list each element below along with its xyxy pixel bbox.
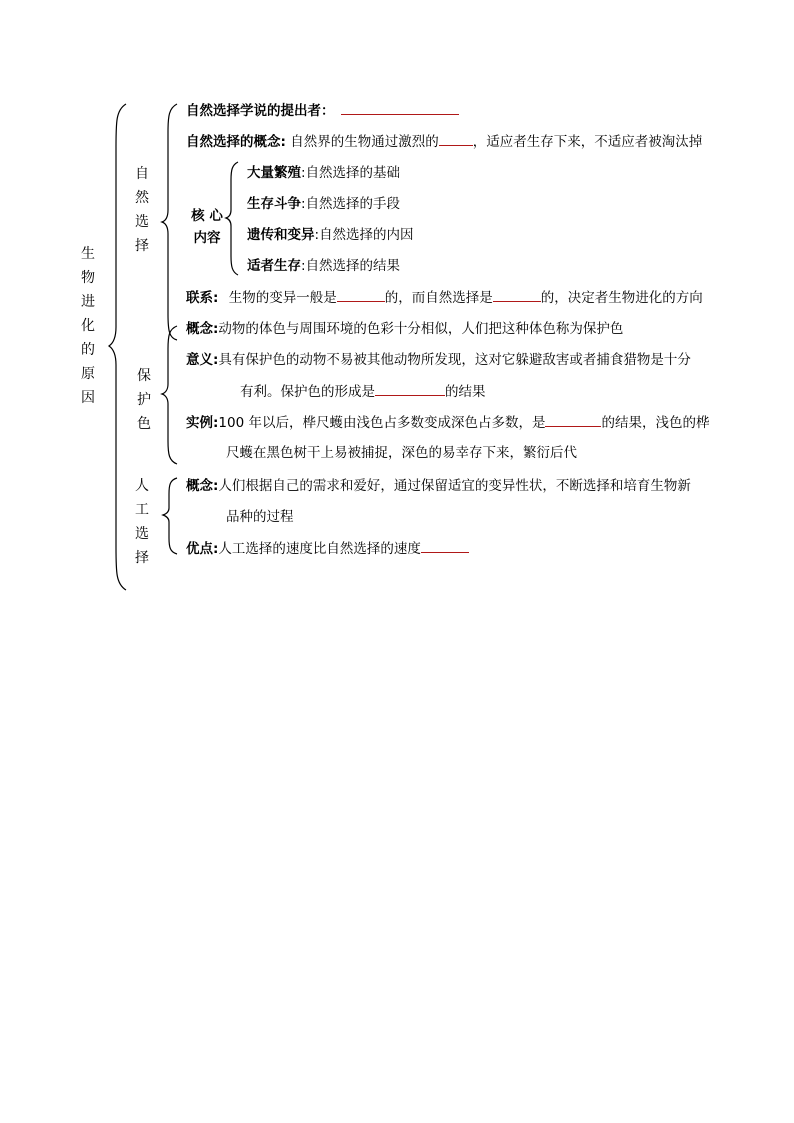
core-label-line1: 核 心 [191, 208, 223, 224]
artificial-heading-char: 选 [135, 526, 149, 542]
relation-text-b: 的，而自然选择是 [384, 290, 493, 306]
artificial-advantage-row [186, 538, 469, 559]
concept-row [186, 131, 702, 152]
artificial-advantage-blank[interactable] [421, 538, 469, 553]
protective-heading-char: 色 [137, 416, 151, 432]
natural-heading-char: 然 [135, 190, 149, 206]
core-item-text: 自然选择的结果 [305, 258, 401, 274]
protective-example-text-1b: 的结果，浅色的桦 [601, 415, 710, 431]
core-item-text: 自然选择的手段 [305, 196, 401, 212]
protective-meaning-text-1: 具有保护色的动物不易被其他动物所发现，这对它躲避敌害或者捕食猎物是十分 [218, 352, 691, 368]
protective-meaning-row [186, 350, 691, 370]
root-title-char: 生 [81, 246, 95, 262]
proposer-row [186, 100, 459, 121]
artificial-concept-label: 概念: [186, 478, 219, 494]
protective-concept-row [186, 319, 623, 339]
root-title-char: 物 [81, 270, 95, 286]
relation-blank-2[interactable] [493, 287, 541, 302]
protective-concept-label: 概念: [186, 321, 219, 337]
artificial-heading-char: 工 [135, 502, 149, 518]
core-item-text: 自然选择的内因 [319, 227, 414, 243]
artificial-concept-text-1: 人们根据自己的需求和爱好，通过保留适宜的变异性状，不断选择和培育生物新 [218, 478, 691, 494]
natural-heading-char: 选 [135, 214, 149, 230]
artificial-concept-row [186, 476, 691, 496]
artificial-concept-row-2 [226, 507, 294, 527]
protective-meaning-label: 意义: [186, 352, 219, 368]
protective-example-row-2 [226, 443, 577, 463]
natural-bracket [160, 102, 180, 342]
core-item-term: 遗传和变异 [247, 227, 315, 243]
protective-example-label: 实例: [186, 415, 219, 431]
concept-label: 自然选择的概念: [186, 134, 286, 150]
relation-blank-1[interactable] [337, 287, 385, 302]
proposer-blank[interactable] [341, 100, 459, 115]
protective-example-row [186, 412, 709, 433]
protective-heading-char: 护 [137, 392, 151, 408]
relation-row [186, 287, 703, 308]
artificial-heading-char: 择 [135, 550, 149, 566]
protective-meaning-text-2b: 的结果 [445, 384, 486, 400]
core-item [247, 163, 400, 183]
core-item-sep: : [314, 227, 320, 243]
natural-heading-char: 自 [135, 166, 149, 182]
protective-bracket [160, 324, 180, 466]
core-item-text: 自然选择的基础 [305, 165, 401, 181]
protective-meaning-row-2 [240, 381, 486, 402]
artificial-heading-char: 人 [135, 478, 149, 494]
root-title-char: 的 [81, 342, 95, 358]
proposer-label: 自然选择学说的提出者： [186, 103, 335, 119]
protective-example-text-2: 尺蠖在黑色树干上易被捕捉，深色的易幸存下来，繁衍后代 [226, 445, 577, 461]
relation-label: 联系: [186, 290, 219, 306]
protective-heading-char: 保 [137, 368, 151, 384]
relation-text-c: 的，决定者生物进化的方向 [540, 290, 703, 306]
artificial-advantage-label: 优点: [186, 541, 219, 557]
artificial-concept-text-2: 品种的过程 [226, 509, 294, 525]
core-item [247, 256, 400, 276]
root-title-char: 进 [81, 294, 95, 310]
core-label [187, 205, 227, 249]
protective-example-blank[interactable] [545, 412, 601, 427]
artificial-bracket [160, 476, 180, 556]
core-label-line2: 内容 [193, 230, 221, 246]
core-item-term: 生存斗争 [247, 196, 301, 212]
relation-text-a: 生物的变异一般是 [228, 290, 337, 306]
protective-concept-text: 动物的体色与周围环境的色彩十分相似，人们把这种体色称为保护色 [218, 321, 624, 337]
concept-text-b: ，适应者生存下来，不适应者被淘汰掉 [472, 134, 703, 150]
root-title-char: 原 [81, 366, 95, 382]
core-item-sep: : [301, 258, 306, 274]
artificial-advantage-text: 人工选择的速度比自然选择的速度 [218, 541, 421, 557]
core-item-sep: : [301, 196, 306, 212]
core-item-term: 适者生存 [247, 258, 301, 274]
concept-blank[interactable] [439, 131, 473, 146]
protective-example-text-1a: 100 年以后，桦尺蠖由浅色占多数变成深色占多数，是 [218, 415, 546, 431]
natural-heading-char: 择 [135, 238, 149, 254]
core-item-term: 大量繁殖 [247, 165, 301, 181]
core-item [247, 225, 414, 245]
protective-meaning-blank[interactable] [375, 381, 445, 396]
protective-meaning-text-2a: 有利。保护色的形成是 [240, 384, 375, 400]
core-item [247, 194, 400, 214]
root-title-char: 化 [81, 318, 95, 334]
concept-text-a: 自然界的生物通过激烈的 [290, 134, 439, 150]
root-bracket [108, 102, 128, 592]
root-title-char: 因 [81, 390, 95, 406]
core-item-sep: : [301, 165, 306, 181]
